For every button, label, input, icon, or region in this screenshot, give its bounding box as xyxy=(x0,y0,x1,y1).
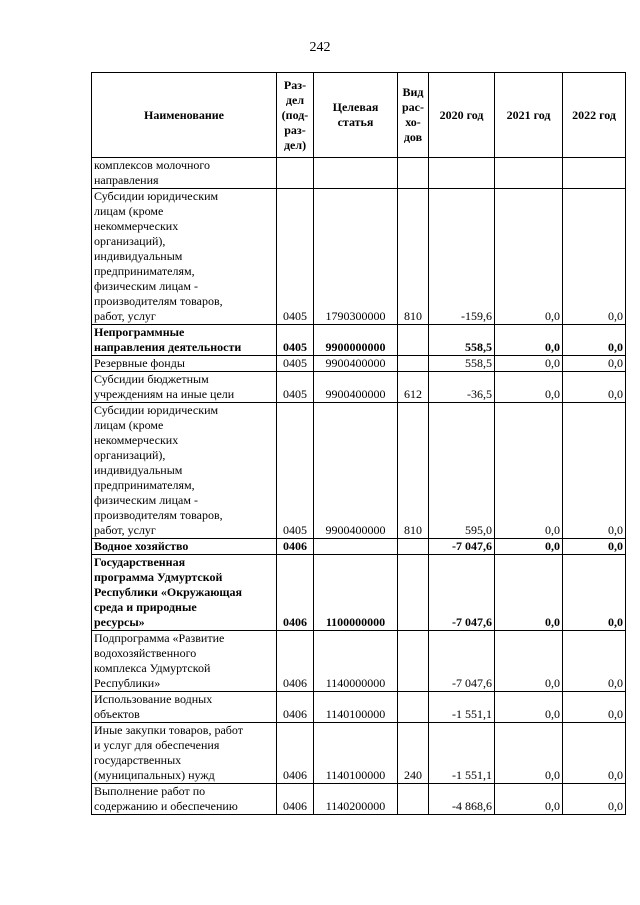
header-name: Наименование xyxy=(92,73,277,158)
row-value-2021: 0,0 xyxy=(495,325,563,356)
row-section: 0405 xyxy=(277,189,314,325)
row-value-2020: -4 868,6 xyxy=(429,784,495,815)
table-row xyxy=(92,403,626,539)
row-expense-type xyxy=(398,784,429,815)
row-value-2020 xyxy=(429,158,495,189)
table-row xyxy=(92,158,626,189)
row-value-2022: 0,0 xyxy=(563,723,626,784)
table-row xyxy=(92,372,626,403)
row-section: 0405 xyxy=(277,403,314,539)
row-value-2022: 0,0 xyxy=(563,189,626,325)
row-value-2020: -7 047,6 xyxy=(429,539,495,555)
row-name: Субсидии юридическим лицам (кроме некоммерческих организаций), индивидуальным предпринимателям, физическим лицам - производителям товаров, работ, услуг xyxy=(92,403,277,539)
row-article xyxy=(314,158,398,189)
row-expense-type xyxy=(398,539,429,555)
table-row xyxy=(92,692,626,723)
row-value-2020: -159,6 xyxy=(429,189,495,325)
row-name: Выполнение работ по содержанию и обеспечению xyxy=(92,784,277,815)
row-section: 0406 xyxy=(277,692,314,723)
table-row xyxy=(92,325,626,356)
row-name: Использование водных объектов xyxy=(92,692,277,723)
row-section: 0405 xyxy=(277,356,314,372)
row-section: 0406 xyxy=(277,555,314,631)
page-number: 242 xyxy=(309,40,331,55)
header-expense-type: Вид рас- хо- дов xyxy=(398,73,429,158)
row-value-2021: 0,0 xyxy=(495,723,563,784)
table-row xyxy=(92,555,626,631)
table-row xyxy=(92,356,626,372)
row-value-2022: 0,0 xyxy=(563,539,626,555)
row-name: Субсидии бюджетным учреждениям на иные цели xyxy=(92,372,277,403)
row-expense-type xyxy=(398,325,429,356)
table-row xyxy=(92,784,626,815)
header-2021: 2021 год xyxy=(495,73,563,158)
row-article: 1140100000 xyxy=(314,692,398,723)
row-value-2020: -7 047,6 xyxy=(429,555,495,631)
table-header-row xyxy=(92,73,626,158)
row-section: 0406 xyxy=(277,539,314,555)
row-value-2020: -1 551,1 xyxy=(429,692,495,723)
row-value-2020: 558,5 xyxy=(429,356,495,372)
row-value-2022: 0,0 xyxy=(563,325,626,356)
row-value-2020: -36,5 xyxy=(429,372,495,403)
row-article: 9900400000 xyxy=(314,372,398,403)
row-expense-type xyxy=(398,555,429,631)
row-expense-type xyxy=(398,692,429,723)
header-2020: 2020 год xyxy=(429,73,495,158)
row-value-2020: -7 047,6 xyxy=(429,631,495,692)
row-name: комплексов молочного направления xyxy=(92,158,277,189)
row-value-2022 xyxy=(563,158,626,189)
row-name: Непрограммные направления деятельности xyxy=(92,325,277,356)
row-value-2021: 0,0 xyxy=(495,555,563,631)
row-name: Субсидии юридическим лицам (кроме некоммерческих организаций), индивидуальным предпринимателям, физическим лицам - производителям товаров, работ, услуг xyxy=(92,189,277,325)
row-value-2020: 595,0 xyxy=(429,403,495,539)
table-row xyxy=(92,631,626,692)
row-expense-type: 240 xyxy=(398,723,429,784)
row-section: 0405 xyxy=(277,325,314,356)
row-section: 0405 xyxy=(277,372,314,403)
row-value-2021: 0,0 xyxy=(495,539,563,555)
row-name: Подпрограмма «Развитие водохозяйственного комплекса Удмуртской Республики» xyxy=(92,631,277,692)
row-value-2022: 0,0 xyxy=(563,372,626,403)
row-value-2022: 0,0 xyxy=(563,692,626,723)
row-value-2022: 0,0 xyxy=(563,784,626,815)
row-section: 0406 xyxy=(277,784,314,815)
row-article: 1140000000 xyxy=(314,631,398,692)
row-value-2020: 558,5 xyxy=(429,325,495,356)
row-value-2021: 0,0 xyxy=(495,692,563,723)
row-article: 1100000000 xyxy=(314,555,398,631)
row-value-2021: 0,0 xyxy=(495,631,563,692)
row-section: 0406 xyxy=(277,723,314,784)
row-article: 1140200000 xyxy=(314,784,398,815)
row-article: 1790300000 xyxy=(314,189,398,325)
row-value-2022: 0,0 xyxy=(563,356,626,372)
row-value-2021: 0,0 xyxy=(495,189,563,325)
row-article xyxy=(314,539,398,555)
row-expense-type xyxy=(398,631,429,692)
row-name: Водное хозяйство xyxy=(92,539,277,555)
table-row xyxy=(92,189,626,325)
row-article: 9900400000 xyxy=(314,356,398,372)
table-body xyxy=(92,158,626,815)
table-row xyxy=(92,723,626,784)
row-value-2021: 0,0 xyxy=(495,403,563,539)
row-value-2022: 0,0 xyxy=(563,403,626,539)
row-value-2022: 0,0 xyxy=(563,555,626,631)
row-expense-type: 810 xyxy=(398,403,429,539)
row-value-2021: 0,0 xyxy=(495,372,563,403)
row-value-2021 xyxy=(495,158,563,189)
row-value-2021: 0,0 xyxy=(495,356,563,372)
row-section: 0406 xyxy=(277,631,314,692)
row-value-2020: -1 551,1 xyxy=(429,723,495,784)
header-section: Раз- дел (под- раз- дел) xyxy=(277,73,314,158)
row-section xyxy=(277,158,314,189)
row-name: Резервные фонды xyxy=(92,356,277,372)
row-article: 9900400000 xyxy=(314,403,398,539)
row-expense-type: 810 xyxy=(398,189,429,325)
row-article: 9900000000 xyxy=(314,325,398,356)
budget-table xyxy=(91,72,626,815)
row-expense-type xyxy=(398,158,429,189)
row-value-2022: 0,0 xyxy=(563,631,626,692)
row-value-2021: 0,0 xyxy=(495,784,563,815)
header-2022: 2022 год xyxy=(563,73,626,158)
row-expense-type xyxy=(398,356,429,372)
row-article: 1140100000 xyxy=(314,723,398,784)
row-name: Иные закупки товаров, работ и услуг для обеспечения государственных (муниципальных) нужд xyxy=(92,723,277,784)
row-expense-type: 612 xyxy=(398,372,429,403)
table-row xyxy=(92,539,626,555)
row-name: Государственная программа Удмуртской Республики «Окружающая среда и природные ресурсы» xyxy=(92,555,277,631)
header-article: Целевая статья xyxy=(314,73,398,158)
